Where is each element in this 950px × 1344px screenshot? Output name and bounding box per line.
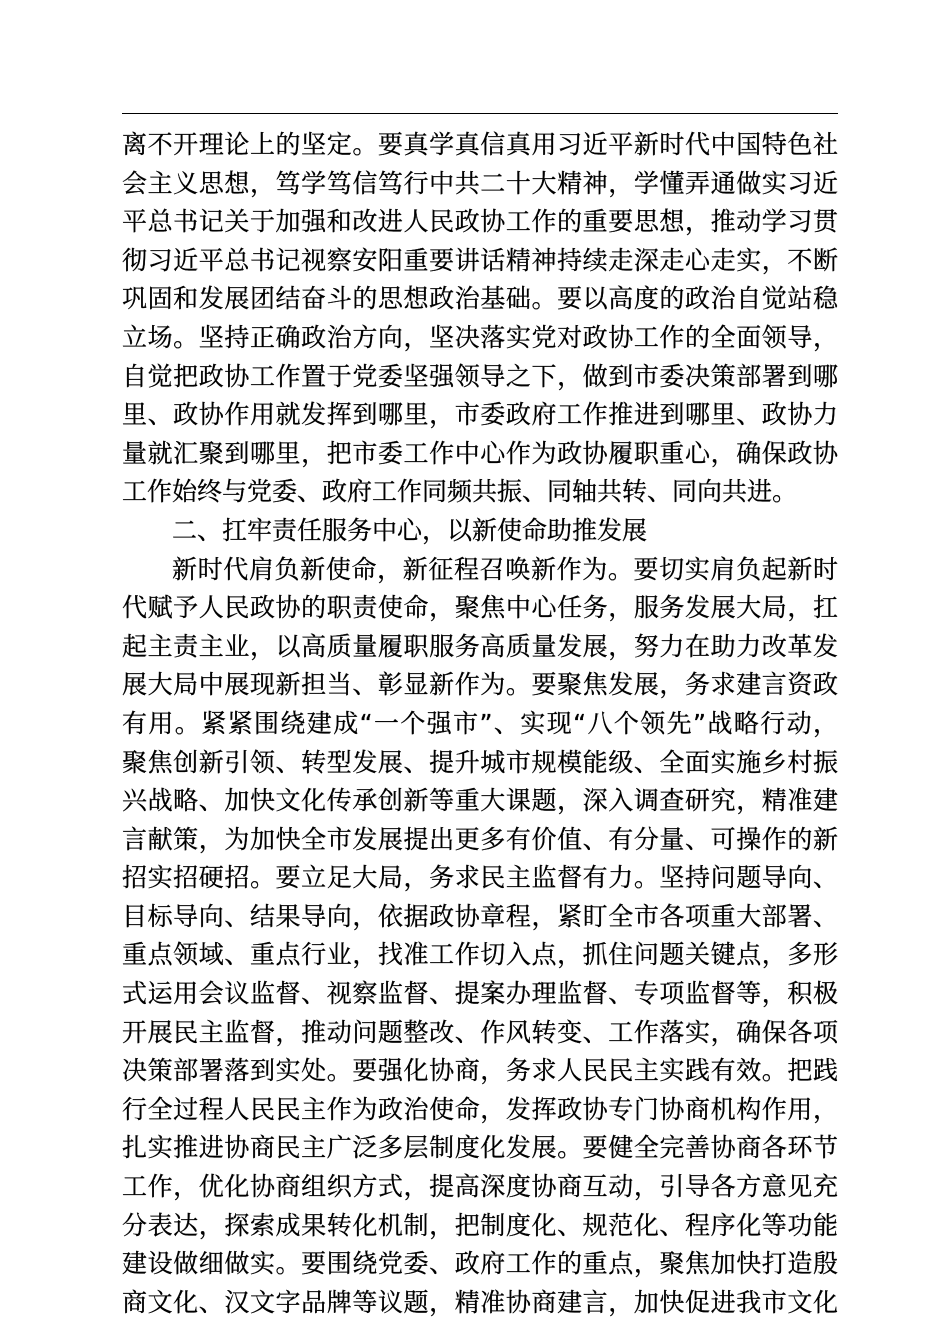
text-line: 立场。坚持正确政治方向，坚决落实党对政协工作的全面领导，	[122, 322, 838, 352]
text-line: 开展民主监督，推动问题整改、作风转变、工作落实，确保各项	[122, 1017, 838, 1047]
text-line: 量就汇聚到哪里，把市委工作中心作为政协履职重心，确保政协	[122, 438, 838, 468]
text-line: 分表达，探索成果转化机制，把制度化、规范化、程序化等功能	[122, 1210, 838, 1240]
text-line: 展大局中展现新担当、彰显新作为。要聚焦发展，务求建言资政	[122, 670, 838, 700]
text-line: 新时代肩负新使命，新征程召唤新作为。要切实肩负起新时	[172, 554, 838, 584]
text-line: 行全过程人民民主作为政治使命，发挥政协专门协商机构作用，	[122, 1094, 838, 1124]
text-line: 里、政协作用就发挥到哪里，市委政府工作推进到哪里、政协力	[122, 400, 838, 430]
header-rule	[122, 113, 838, 114]
text-line: 招实招硬招。要立足大局，务求民主监督有力。坚持问题导向、	[122, 863, 838, 893]
text-line: 代赋予人民政协的职责使命，聚焦中心任务，服务发展大局，扛	[122, 593, 838, 623]
text-line: 聚焦创新引领、转型发展、提升城市规模能级、全面实施乡村振	[122, 747, 838, 777]
text-line: 平总书记关于加强和改进人民政协工作的重要思想，推动学习贯	[122, 207, 838, 237]
text-line: 会主义思想，笃学笃信笃行中共二十大精神，学懂弄通做实习近	[122, 168, 838, 198]
text-line: 决策部署落到实处。要强化协商，务求人民民主实践有效。把践	[122, 1056, 838, 1086]
text-line: 起主责主业，以高质量履职服务高质量发展，努力在助力改革发	[122, 631, 838, 661]
text-line: 商文化、汉文字品牌等议题，精准协商建言，加快促进我市文化	[122, 1287, 838, 1317]
section-heading: 二、扛牢责任服务中心，以新使命助推发展	[172, 515, 648, 545]
text-line: 建设做细做实。要围绕党委、政府工作的重点，聚焦加快打造殷	[122, 1249, 838, 1279]
text-line: 有用。紧紧围绕建成“一个强市”、实现“八个领先”战略行动，	[122, 708, 838, 738]
text-line: 重点领域、重点行业，找准工作切入点，抓住问题关键点，多形	[122, 940, 838, 970]
text-line: 自觉把政协工作置于党委坚强领导之下，做到市委决策部署到哪	[122, 361, 838, 391]
text-line: 工作，优化协商组织方式，提高深度协商互动，引导各方意见充	[122, 1172, 838, 1202]
text-line: 工作始终与党委、政府工作同频共振、同轴共转、同向共进。	[122, 477, 798, 507]
text-line: 彻习近平总书记视察安阳重要讲话精神持续走深走心走实，不断	[122, 245, 838, 275]
text-line: 式运用会议监督、视察监督、提案办理监督、专项监督等，积极	[122, 979, 838, 1009]
text-line: 巩固和发展团结奋斗的思想政治基础。要以高度的政治自觉站稳	[122, 284, 838, 314]
text-line: 言献策，为加快全市发展提出更多有价值、有分量、可操作的新	[122, 824, 838, 854]
text-line: 离不开理论上的坚定。要真学真信真用习近平新时代中国特色社	[122, 130, 838, 159]
text-line: 兴战略、加快文化传承创新等重大课题，深入调查研究，精准建	[122, 786, 838, 816]
body-text	[122, 126, 838, 1322]
text-line: 目标导向、结果导向，依据政协章程，紧盯全市各项重大部署、	[122, 901, 838, 931]
text-line: 扎实推进协商民主广泛多层制度化发展。要健全完善协商各环节	[122, 1133, 838, 1163]
